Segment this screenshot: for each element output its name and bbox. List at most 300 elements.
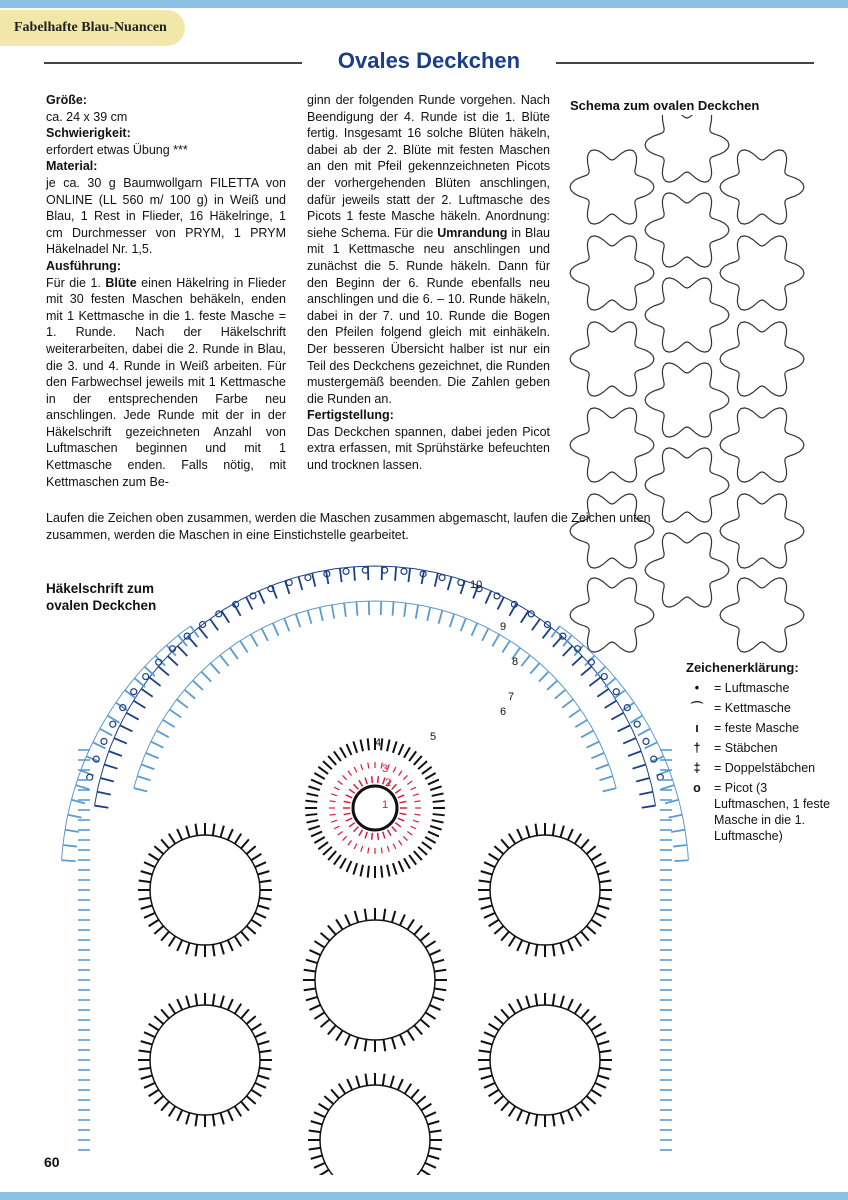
chart-stitch [235,1004,241,1014]
chart-stitch-lilac [348,840,352,845]
chart-stitch [241,932,249,941]
chart-stitch [400,915,405,926]
chart-stitch [314,773,324,779]
chart-stitch-lilac [415,801,421,802]
schema-flower [645,278,729,352]
chart-stitch [318,767,328,774]
chart-stitch [154,1096,163,1104]
chart-stitch-lilac [388,830,392,836]
chart-stitch [255,1032,266,1037]
chart-stitch [489,854,499,860]
chart-stitch [154,926,163,934]
chart-stitch [428,1155,440,1158]
chart-stitch [581,932,589,941]
chart-stitch-lilac [346,795,352,798]
chart-stitch-lilac [344,813,351,814]
chart-stitch [599,1068,611,1070]
chart-stitch [535,994,537,1006]
chart-border-stitch [298,577,302,590]
chart-stitch [428,832,439,837]
chart-picot [401,568,407,574]
chart-stitch [560,1113,563,1125]
chart-stitch [258,871,270,874]
chart-border-stitch [543,627,552,638]
chart-border-stitch [611,713,623,720]
chart-stitch-lilac [354,767,357,772]
chart-stitch [247,846,256,854]
chart-stitch [307,793,319,795]
chart-stitch [195,994,197,1006]
chart-border-stitch [618,725,631,731]
chart-stitch [258,1041,270,1044]
chart-center-ring [353,786,397,830]
chart-stitch-lilac [365,832,367,839]
chart-stitch [587,926,596,934]
chart-border-stitch [502,641,510,653]
chart-stitch [177,940,182,951]
chart-stitch [228,829,233,840]
chart-stitch [161,932,169,941]
material-text: je ca. 30 g Baumwollgarn FILETTA von ONLINE (LL 560 m/ 100 g) in Weiß und Blau, 1 Rest in Flieder, 16 Häkelringe, 1 cm Durchmesser von PRYM, 1 PRYM Häkelnadel Nr. 1,5. [46,175,286,257]
schema-flower [720,236,804,310]
schema-flower [570,408,654,482]
chart-stitch [328,926,336,935]
chart-picot [643,738,649,744]
chart-arc [490,835,600,945]
chart-stitch [599,880,611,882]
chart-stitch-lilac [331,820,337,822]
chart-stitch [404,858,410,868]
chart-stitch [568,829,573,840]
chart-border-stitch [177,699,188,707]
chart-border-stitch [485,591,491,604]
chart-stitch [398,1079,403,1090]
chart-stitch [430,786,441,790]
chart-stitch-lilac [368,848,369,854]
chart-stitch [321,933,330,941]
bottom-color-bar [0,1192,848,1200]
chart-border-stitch [569,709,581,717]
chart-stitch [161,1102,169,1111]
chart-border-stitch [551,626,559,637]
chart-stitch-lilac [383,832,385,839]
section-tab [0,10,185,46]
chart-stitch-lilac [372,776,373,783]
chart-stitch [434,970,446,972]
chart-border-stitch [312,573,315,587]
chart-stitch-lilac [411,787,416,790]
chart-stitch [414,851,422,860]
chart-stitch [319,1104,329,1110]
chart-stitch [581,839,589,848]
chart-stitch [575,834,581,844]
chart-border-stitch [259,591,265,604]
chart-stitch [400,1035,405,1046]
chart-stitch [345,1035,350,1046]
chart-stitch-lilac [411,826,416,829]
chart-stitch [381,866,382,878]
chart-stitch [235,834,241,844]
finishing-heading: Fertigstellung: [307,408,394,423]
chart-stitch-lilac [403,775,407,779]
legend-item [686,700,836,716]
chart-stitch [381,738,382,750]
chart-stitch-lilac [413,794,419,796]
chart-stitch [568,1110,573,1121]
chart-border-stitch [234,604,241,616]
chart-stitch [568,940,573,951]
chart-border-stitch [199,627,208,638]
chart-border-stitch [190,626,198,637]
chart-stitch-lilac [399,840,403,845]
chart-stitch [149,854,159,860]
chart-round-label: 1 [382,799,389,811]
chart-stitch [599,1050,611,1052]
chart-stitch [560,826,563,838]
legend-label: = Picot (3 Luftmaschen, 1 feste Masche in die 1. Luftmasche) [714,781,831,843]
chart-stitch-lilac [365,778,367,785]
chart-border-stitch [638,729,650,736]
chart-arc [490,1005,600,1115]
chart-stitch-lilac [354,784,359,789]
schema-flower [645,363,729,437]
chart-border-stitch [435,573,438,587]
chart-stitch-lilac [331,794,337,796]
chart-stitch [306,960,318,963]
chart-stitch [186,996,189,1008]
chart-stitch [517,940,522,951]
chart-stitch [213,994,215,1006]
chart-border-stitch [149,677,160,686]
chart-stitch [501,1102,509,1111]
chart-border-stitch [395,567,396,581]
chart-border-stitch [109,751,122,756]
chart-stitch [598,1041,610,1044]
chart-stitch [418,847,427,855]
chart-stitch [418,761,427,769]
chart-stitch [144,1083,155,1088]
chart-stitch [144,862,155,867]
chart-stitch [149,1090,159,1096]
chart-stitch [484,913,495,918]
chart-stitch-lilac [395,789,401,793]
chart-stitch [407,919,413,929]
chart-stitch [251,1024,261,1030]
chart-border-stitch [68,815,82,818]
chart-stitch-lilac [342,775,346,779]
chart-stitch [517,829,522,840]
finishing-text: Das Deckchen spannen, dabei jeden Picot extra erfassen, mit Sprühstärke befeuchten und trocknen lassen. [307,424,550,473]
chart-picot [101,738,107,744]
chart-stitch [509,1106,515,1116]
chart-round-label: 7 [508,691,515,703]
chart-stitch [481,1075,493,1078]
chart-stitch [526,996,529,1008]
chart-stitch [304,970,316,972]
chart-border-stitch [632,764,645,768]
chart-stitch [535,1114,537,1126]
chart-stitch [489,920,499,926]
chart-border-stitch [76,785,89,789]
chart-border-stitch [63,845,77,847]
chart-stitch [587,846,596,854]
chart-border-stitch [521,655,530,666]
chart-round-label: 9 [500,621,507,633]
chart-border-stitch [589,677,600,686]
chart-stitch [139,880,151,882]
chart-stitch [308,826,319,830]
chart-stitch [258,1075,270,1078]
chart-border-stitch [168,656,178,666]
chart-round-label: 10 [470,579,483,591]
chart-stitch-lilac [372,833,373,840]
chart-stitch [177,999,182,1010]
chart-stitch [213,944,215,956]
chart-border-stitch [450,614,454,627]
execution-heading: Ausführung: [46,258,121,273]
chart-stitch [509,1004,515,1014]
chart-stitch [365,909,367,921]
chart-stitch [334,751,341,761]
chart-stitch [509,834,515,844]
chart-stitch [405,1084,411,1094]
chart-picot [601,674,607,680]
chart-stitch [355,1038,358,1050]
chart-stitch [484,1083,495,1088]
chart-stitch [323,847,332,855]
legend-symbol: o [693,781,701,795]
chart-border-stitch [354,567,355,581]
chart-stitch [310,1005,321,1010]
chart-stitch [587,1096,596,1104]
chart-border-stitch [163,720,175,727]
chart-stitch [195,1114,197,1126]
execution-text-bold: Blüte [105,275,137,290]
chart-stitch [434,989,446,991]
chart-border-stitch [145,667,155,677]
chart-picot [439,575,445,581]
chart-stitch [591,1024,601,1030]
chart-stitch [430,1005,441,1010]
chart-border-stitch [104,764,117,768]
chart-stitch [328,851,336,860]
chart-border-stitch [555,690,566,699]
chart-stitch [220,943,223,955]
chart-stitch [339,1084,345,1094]
chart-border-stitch [193,680,203,690]
chart-stitch-lilac [354,827,359,832]
chart-stitch [308,786,319,790]
chart-stitch [328,756,336,765]
chart-border-stitch [393,602,394,616]
chart-round-label: 3 [382,763,389,775]
chart-border-stitch [178,646,188,656]
chart-stitch [517,999,522,1010]
chart-stitch [213,824,215,836]
instructions-column-middle [307,92,550,474]
chart-title-line1: Häkelschrift zum [46,581,155,596]
chart-stitch-lilac [413,820,419,822]
chart-stitch [259,880,271,882]
chart-stitch [484,1032,495,1037]
chart-stitch [306,997,318,1000]
legend [686,660,836,848]
chart-stitch-lilac [338,832,343,836]
chart-stitch [433,960,445,963]
chart-stitch [581,1009,589,1018]
chart-stitch [139,898,151,900]
chart-border-stitch [603,788,617,791]
chart-stitch [479,1050,491,1052]
chart-stitch [599,898,611,900]
chart-stitch [241,839,249,848]
chart-stitch [494,1096,503,1104]
chart-stitch [186,943,189,955]
legend-item [686,680,836,696]
chart-border-stitch [240,641,248,653]
chart-stitch [535,824,537,836]
chart-border-stitch [126,713,138,720]
chart-stitch [255,913,266,918]
chart-border-arc [95,566,656,806]
legend-label: = feste Masche [714,721,800,735]
chart-border-stitch [114,738,127,744]
legend-label: = Kettmasche [714,701,791,715]
chart-stitch [407,1030,413,1040]
chart-border-stitch [605,678,616,687]
chart-stitch-lilac [392,827,397,832]
chart-stitch [251,1090,261,1096]
schema-flower [645,115,729,182]
chart-stitch [310,950,321,955]
chart-round-label: 4 [375,737,382,749]
chart-stitch [568,999,573,1010]
chart-stitch-lilac [381,848,382,854]
crochet-chart [30,550,690,1175]
chart-stitch [328,1025,336,1034]
chart-border-stitch [661,785,674,789]
chart-border-stitch [439,610,443,623]
chart-border-stitch [344,603,346,617]
chart-stitch [433,814,445,815]
chart-stitch [321,1019,330,1027]
chart-stitch [305,801,317,802]
chart-stitch [581,1102,589,1111]
page-title: Ovales Deckchen [337,48,521,73]
chart-stitch-lilac [378,833,379,840]
chart-stitch [425,941,435,947]
chart-title-line2: ovalen Deckchen [46,598,157,613]
chart-stitch [368,738,369,750]
chart-stitch [429,1148,441,1150]
chart-border-stitch [509,604,516,616]
chart-stitch [479,898,491,900]
chart-stitch [255,862,266,867]
chart-stitch [425,1112,436,1117]
chart-stitch-lilac [399,801,406,802]
chart-stitch [433,801,445,802]
chart-stitch [154,846,163,854]
chart-picot [613,689,619,695]
chart-border-stitch [201,672,211,682]
chart-stitch [141,1075,153,1078]
chart-stitch [161,1009,169,1018]
chart-stitch [481,1041,493,1044]
chart-border-stitch [296,614,300,627]
chart-stitch [409,751,416,761]
chart-stitch [387,740,389,752]
chart-stitch [340,858,346,868]
chart-border-stitch [636,778,650,782]
chart-stitch [481,871,493,874]
chart-stitch [430,826,441,830]
chart-stitch [247,1096,256,1104]
chart-border-stitch [581,666,592,675]
chart-stitch-lilac [395,823,401,827]
chart-border-stitch [284,618,289,631]
chart-stitch [387,865,389,877]
material-heading: Material: [46,159,98,174]
legend-symbol: ı [695,721,699,735]
chart-stitch [347,1079,352,1090]
chart-border-stitch [120,725,133,731]
chart-stitch-lilac [344,801,351,802]
chart-border-stitch [605,701,617,708]
chart-stitch [365,1074,367,1086]
chart-stitch-lilac [398,795,404,798]
chart-border-stitch [532,619,540,630]
chart-border-stitch [530,663,539,674]
chart-stitch [414,1025,422,1034]
chart-border-stitch [93,742,106,748]
chart-stitch [307,820,319,822]
chart-stitch [392,911,395,923]
chart-stitch [494,926,503,934]
chart-stitch [422,842,432,849]
chart-border-stitch [146,753,159,758]
chart-border-stitch [404,603,406,617]
chart-picot [343,568,349,574]
chart-stitch [259,1050,271,1052]
chart-stitch [336,1030,342,1040]
chart-stitch [161,839,169,848]
schema-flower [570,150,654,224]
legend-label: = Stäbchen [714,741,778,755]
schema-flower [720,408,804,482]
symbol-note: Laufen die Zeichen oben zusammen, werden die Maschen zusammen abgemascht, laufen die Zeichen unten zusammen, werden die Maschen in eine Einstichstelle gearbeitet. [46,511,651,542]
execution-text-a: Für die 1. [46,275,106,290]
chart-stitch [484,862,495,867]
chart-stitch [595,1032,606,1037]
instructions-text-bold: Umrandung [437,225,508,240]
legend-symbol: • [694,681,700,695]
chart-stitch [421,1104,431,1110]
chart-stitch [501,932,509,941]
chart-stitch [314,1163,325,1168]
chart-stitch [479,1068,491,1070]
chart-stitch [425,1012,435,1018]
chart-stitch [414,926,422,935]
chart-border-stitch [356,602,357,616]
chart-border-stitch [137,776,150,780]
chart-border-stitch [157,731,169,738]
chart-stitch [526,943,529,955]
chart-border-stitch [642,806,656,808]
chart-border-stitch [547,680,557,690]
chart-border-stitch [596,764,609,769]
chart-stitch [139,1050,151,1052]
chart-stitch [141,871,153,874]
